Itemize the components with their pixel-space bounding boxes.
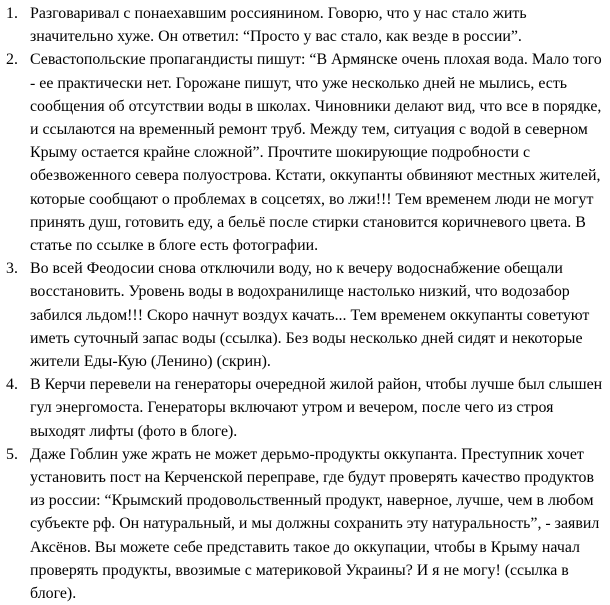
list-item-number: 3. <box>6 260 18 278</box>
list-item <box>0 2 606 48</box>
list-item-text: Даже Гоблин уже жрать не может дерьмо-продукты оккупанта. Преступник хочет установить пост на Керченской переправе, где будут проверять качество продуктов из россии: “Крымский продовольственный продукт, наверное, лучше, чем в любом субъекте рф. Он натуральный, и мы должны сохранить эту натуральность”, - заявил Аксёнов. Вы можете себе представить такое до оккупации, чтобы в Крыму начал проверять продукты, ввозимые с материковой Украины? И я не могу! (ссылка в блоге). <box>30 445 600 603</box>
list-item <box>0 373 606 443</box>
list-item <box>0 257 606 373</box>
numbered-list <box>0 2 606 605</box>
list-item-text: Разговаривал с понаехавшим россиянином. Говорю, что у нас стало жить значительно хуже. Он ответил: “Просто у вас стало, как везде в россии”. <box>30 5 527 46</box>
list-item <box>0 443 606 605</box>
list-item-text: Во всей Феодосии снова отключили воду, но к вечеру водоснабжение обещали восстановить. Уровень воды в водохранилище настолько низкий, что водозабор забился льдом!!! Скоро начнут воздух качать... Тем временем оккупанты советуют иметь суточный запас воды (ссылка). Без воды несколько дней сидят и некоторые жители Еды-Кую (Ленино) (скрин). <box>30 260 590 371</box>
list-item-number: 1. <box>6 5 18 22</box>
list-item-number: 4. <box>6 376 18 394</box>
list-item-text: В Керчи перевели на генераторы очередной жилой район, чтобы лучше был слышен гул энергомоста. Генераторы включают утром и вечером, после чего из строя выходят лифты (фото в блоге). <box>30 376 603 440</box>
list-item <box>0 48 606 257</box>
list-item-text: Севастопольские пропагандисты пишут: “В Армянске очень плохая вода. Мало того - ее практически нет. Горожане пишут, что уже несколько дней не мылись, есть сообщения об отсутствии воды в школах. Чиновники делают вид, что все в порядке, и ссылаются на временный ремонт труб. Между тем, ситуация с водой в северном Крыму остается крайне сложной”. Прочтите шокирующие подробности с обезвоженного севера полуострова. Кстати, оккупанты обвиняют местных жителей, которые сообщают о проблемах в соцсетях, во лжи!!! Тем временем люди не могут принять душ, готовить еду, а бельё после стирки становится коричневого цвета. В статье по ссылке в блоге есть фотографии. <box>30 51 602 255</box>
list-item-number: 2. <box>6 51 18 69</box>
list-item-number: 5. <box>6 445 18 463</box>
